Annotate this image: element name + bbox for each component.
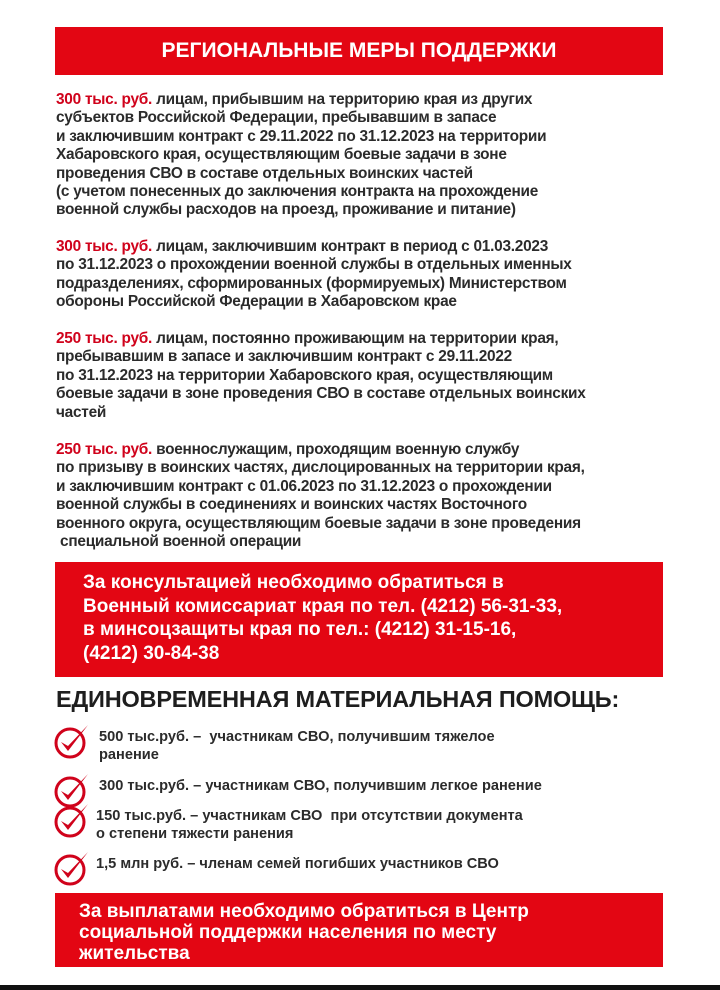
measure-line: 250 тыс. руб. лицам, постоянно проживающим на территории края, — [56, 330, 559, 347]
payments-line: жительства — [79, 943, 190, 964]
measure-amount: 300 тыс. руб. — [56, 238, 153, 255]
measure-line: и заключившим контракт с 01.06.2023 по 31.12.2023 о прохождении — [56, 477, 552, 495]
measure-line: и заключившим контракт с 29.11.2022 по 31.12.2023 на территории — [56, 127, 547, 145]
measure-line: подразделениях, сформированных (формируемых) Министерством — [56, 274, 567, 292]
payments-line: социальной поддержки населения по месту — [79, 922, 497, 943]
aid-item-text: 500 тыс.руб. – участникам СВО, получившим тяжелое — [99, 729, 495, 745]
title-banner — [55, 27, 663, 75]
payments-line: За выплатами необходимо обратиться в Центр — [79, 901, 529, 922]
measure-line: военного округа, осуществляющим боевые задачи в зоне проведения — [56, 514, 581, 532]
support-measure — [56, 441, 686, 551]
measure-line: 250 тыс. руб. военнослужащим, проходящим военную службу — [56, 441, 520, 458]
measure-amount: 250 тыс. руб. — [56, 330, 153, 347]
measure-line: военной службы в соединениях и воинских частях Восточного — [56, 496, 527, 514]
consultation-box — [55, 562, 663, 677]
support-measure — [56, 330, 686, 422]
measure-line: специальной военной операции — [56, 533, 302, 551]
measure-line: 300 тыс. руб. лицам, заключившим контракт в период с 01.03.2023 — [56, 238, 549, 255]
measure-line: пребывавшим в запасе и заключившим контракт с 29.11.2022 — [56, 348, 512, 366]
consultation-line: в минсоцзащиты края по тел.: (4212) 31-15-16, — [83, 619, 517, 640]
support-measure — [56, 238, 686, 312]
check-circle-icon — [52, 801, 94, 839]
measure-line: (с учетом понесенных до заключения контракта на прохождение — [56, 183, 539, 201]
consultation-line: Военный комиссариат края по тел. (4212) 56-31-33, — [83, 595, 563, 617]
check-circle-icon — [52, 722, 94, 760]
measure-line: боевые задачи в зоне проведения СВО в составе отдельных воинских — [56, 385, 586, 403]
measure-line: по 31.12.2023 о прохождении военной службы в отдельных именных — [56, 256, 572, 274]
aid-section-title: ЕДИНОВРЕМЕННАЯ МАТЕРИАЛЬНАЯ ПОМОЩЬ: — [56, 686, 620, 712]
aid-item-text: 300 тыс.руб. – участникам СВО, получившим легкое ранение — [99, 778, 542, 794]
consultation-line: За консультацией необходимо обратиться в — [83, 572, 504, 593]
aid-item-text: о степени тяжести ранения — [96, 826, 294, 842]
measure-amount: 300 тыс. руб. — [56, 91, 153, 108]
aid-item-text: ранение — [99, 747, 159, 763]
payments-box — [55, 893, 663, 967]
measure-line: обороны Российской Федерации в Хабаровском крае — [56, 293, 457, 311]
measure-line: по 31.12.2023 на территории Хабаровского края, осуществляющим — [56, 366, 553, 384]
page-title: РЕГИОНАЛЬНЫЕ МЕРЫ ПОДДЕРЖКИ — [161, 39, 557, 62]
bottom-border — [0, 985, 720, 990]
measure-line: субъектов Российской Федерации, пребывавшим в запасе — [56, 109, 497, 127]
measure-amount: 250 тыс. руб. — [56, 441, 153, 458]
aid-item-text: 150 тыс.руб. – участникам СВО при отсутствии документа — [96, 808, 523, 824]
aid-item-text: 1,5 млн руб. – членам семей погибших участников СВО — [96, 856, 499, 872]
measure-line: проведения СВО в составе отдельных воинских частей — [56, 164, 473, 182]
consultation-line: (4212) 30-84-38 — [83, 642, 220, 664]
measure-line: военной службы расходов на проезд, проживание и питание) — [56, 201, 516, 219]
measure-line: Хабаровского края, осуществляющим боевые задачи в зоне — [56, 146, 507, 164]
measure-line: частей — [56, 403, 107, 421]
measure-line: 300 тыс. руб. лицам, прибывшим на территорию края из других — [56, 91, 533, 108]
check-circle-icon — [52, 849, 94, 887]
measure-line: по призыву в воинских частях, дислоцированных на территории края, — [56, 459, 585, 477]
support-measure — [56, 91, 686, 220]
